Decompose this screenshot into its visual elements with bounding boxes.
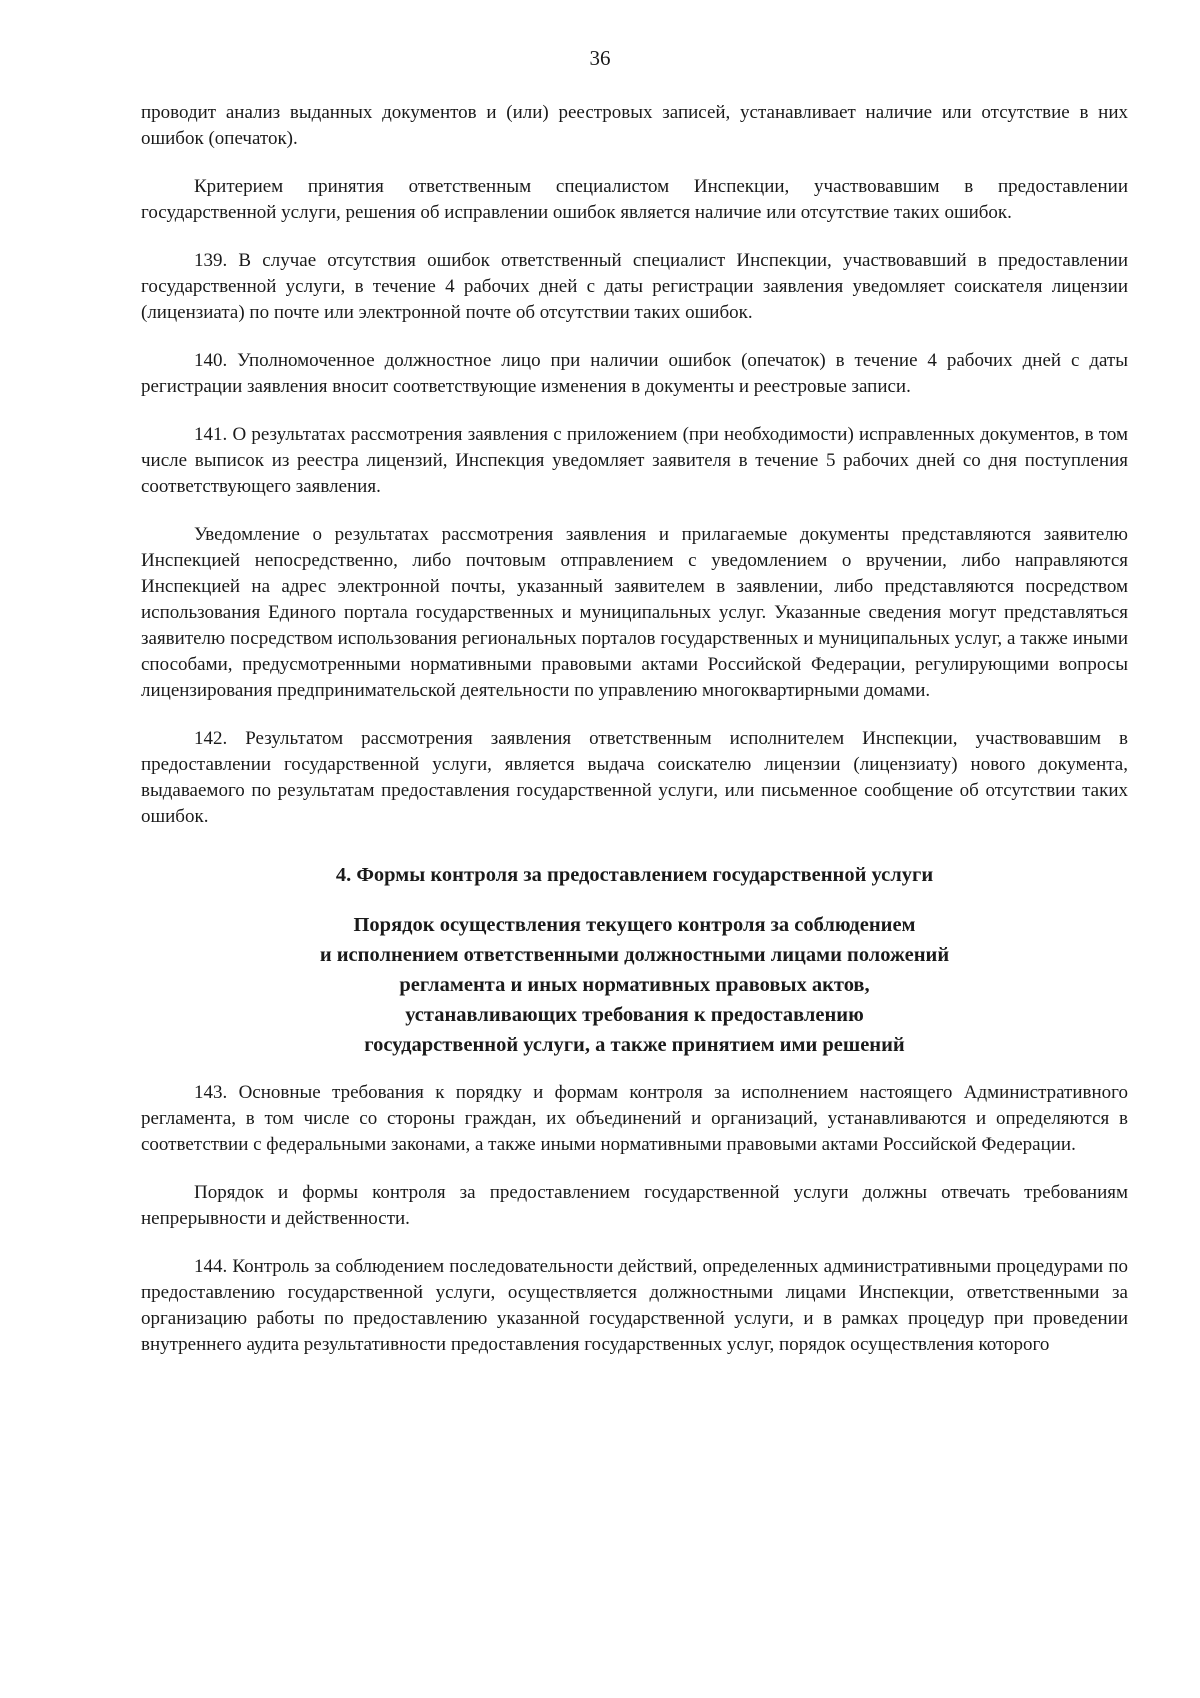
subsection-heading: [141, 910, 1128, 1060]
paragraph-141-notification: Уведомление о результатах рассмотрения заявления и прилагаемые документы представляются заявителю Инспекцией непосредственно, либо почтовым отправлением с уведомлением о вручении, либо направляются Инспекцией на адрес электронной почты, указанный заявителем в заявлении, либо представляются посредством использования Единого портала государственных и муниципальных услуг. Указанные сведения могут представляться заявителю посредством использования региональных порталов государственных и муниципальных услуг, а также иными способами, предусмотренными нормативными правовыми актами Российской Федерации, регулирующими вопросы лицензирования предпринимательской деятельности по управлению многоквартирными домами.: [141, 524, 1128, 701]
paragraph-141: 141. О результатах рассмотрения заявления с приложением (при необходимости) исправленных документов, в том числе выписок из реестра лицензий, Инспекция уведомляет заявителя в течение 5 рабочих дней со дня поступления соответствующего заявления.: [141, 424, 1128, 497]
paragraph-142: 142. Результатом рассмотрения заявления ответственным исполнителем Инспекции, участвовавшим в предоставлении государственной услуги, является выдача соискателю лицензии (лицензиату) нового документа, выдаваемого по результатам предоставления государственной услуги, или письменное сообщение об отсутствии таких ошибок.: [141, 728, 1128, 827]
paragraph-143-forms: Порядок и формы контроля за предоставлением государственной услуги должны отвечать требованиям непрерывности и действенности.: [141, 1182, 1128, 1229]
section-heading: 4. Формы контроля за предоставлением государственной услуги: [335, 864, 934, 886]
subsection-heading-line: государственной услуги, а также принятием ими решений: [364, 1034, 905, 1056]
page-number: 36: [589, 46, 611, 70]
subsection-heading-line: и исполнением ответственными должностными лицами положений: [319, 944, 950, 966]
paragraph-criterion: Критерием принятия ответственным специалистом Инспекции, участвовавшим в предоставлении государственной услуги, решения об исправлении ошибок является наличие или отсутствие таких ошибок.: [141, 176, 1128, 223]
paragraph-139: 139. В случае отсутствия ошибок ответственный специалист Инспекции, участвовавший в предоставлении государственной услуги, в течение 4 рабочих дней с даты регистрации заявления уведомляет соискателя лицензии (лицензиата) по почте или электронной почте об отсутствии таких ошибок.: [141, 250, 1128, 323]
subsection-heading-line: устанавливающих требования к предоставлению: [405, 1004, 864, 1026]
page-content: [141, 100, 1128, 1358]
subsection-heading-line: Порядок осуществления текущего контроля за соблюдением: [353, 914, 916, 936]
paragraph-143: 143. Основные требования к порядку и формам контроля за исполнением настоящего Административного регламента, в том числе со стороны граждан, их объединений и организаций, устанавливаются и определяются в соответствии с федеральными законами, а также иными нормативными правовыми актами Российской Федерации.: [141, 1082, 1128, 1155]
subsection-heading-line: регламента и иных нормативных правовых актов,: [399, 974, 870, 996]
paragraph-140: 140. Уполномоченное должностное лицо при наличии ошибок (опечаток) в течение 4 рабочих дней с даты регистрации заявления вносит соответствующие изменения в документы и реестровые записи.: [141, 350, 1128, 397]
paragraph-144: 144. Контроль за соблюдением последовательности действий, определенных административными процедурами по предоставлению государственной услуги, осуществляется должностными лицами Инспекции, ответственными за организацию работы по предоставлению указанной государственной услуги, и в рамках процедур при проведении внутреннего аудита результативности предоставления государственных услуг, порядок осуществления которого: [141, 1256, 1128, 1355]
paragraph-continuation: проводит анализ выданных документов и (или) реестровых записей, устанавливает наличие или отсутствие в них ошибок (опечаток).: [141, 102, 1128, 149]
